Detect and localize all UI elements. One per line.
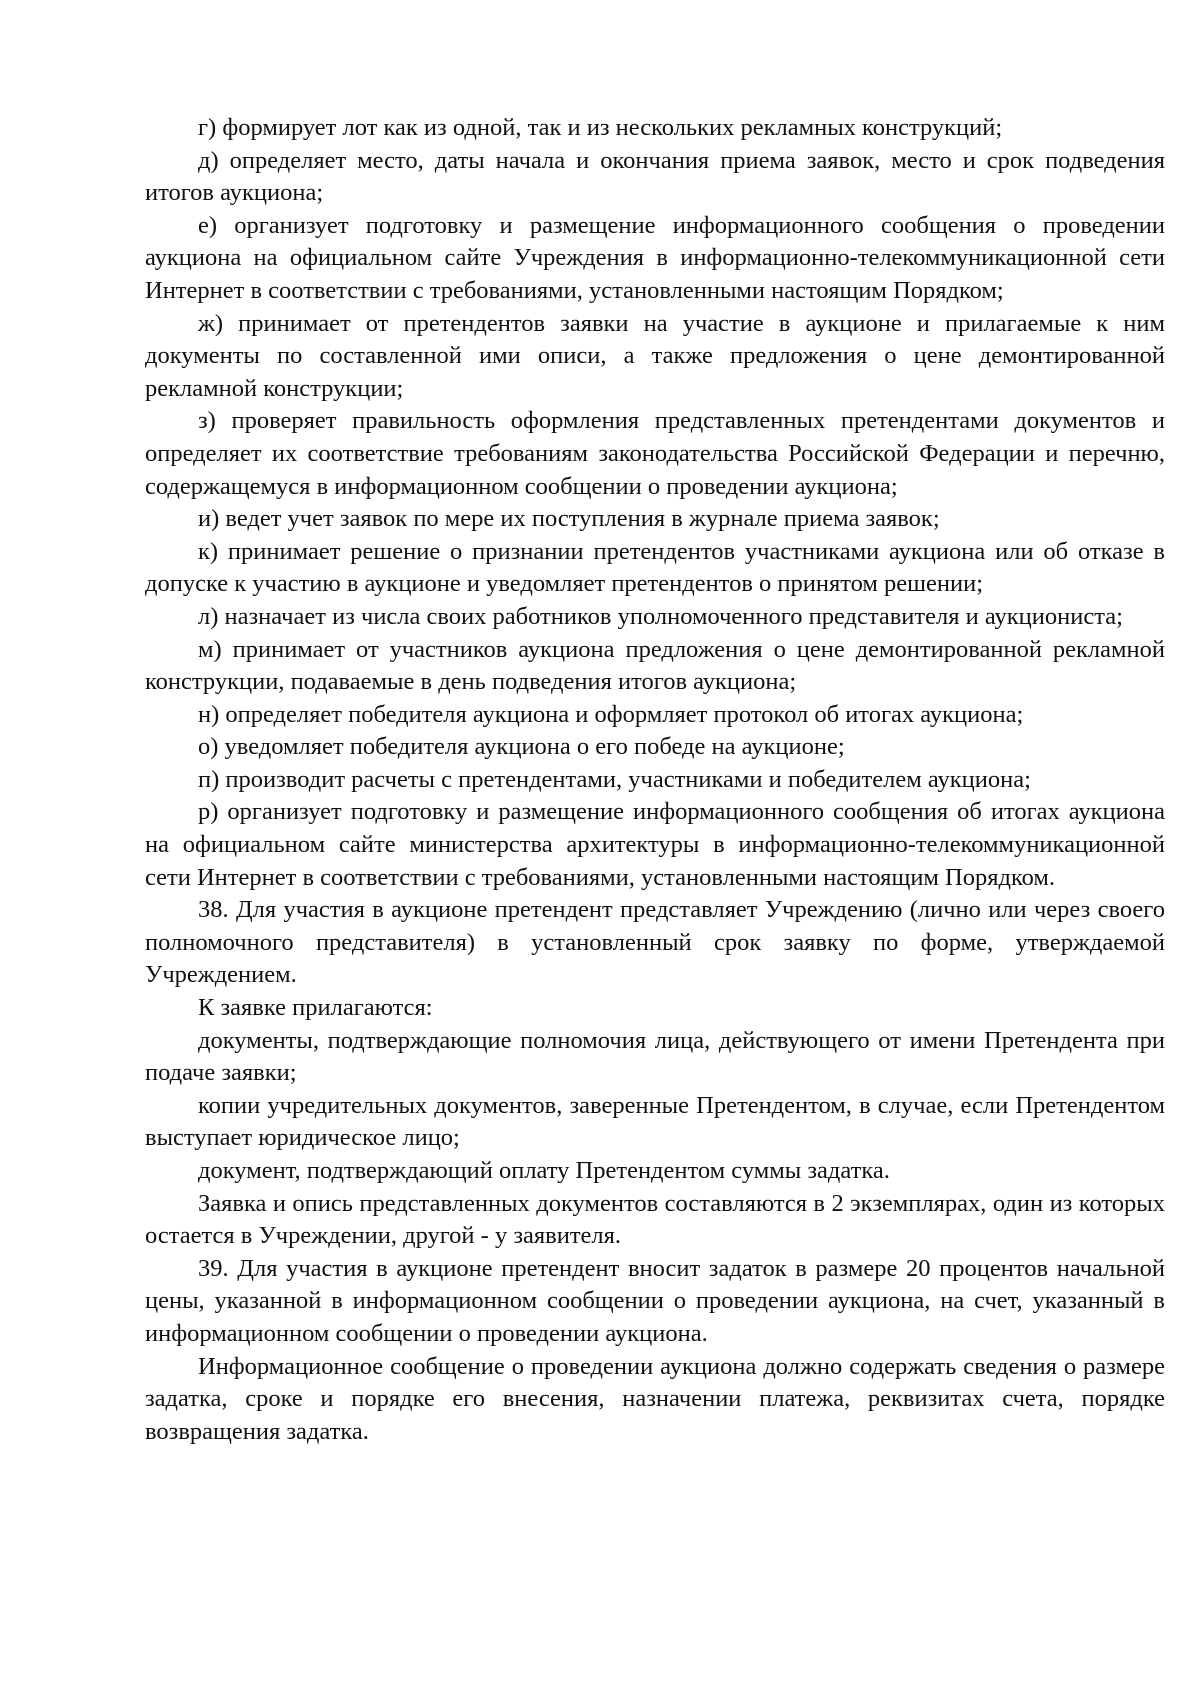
paragraph-clause-38: 38. Для участия в аукционе претендент представляет Учреждению (лично или через своего полномочного представителя) в установленный срок заявку по форме, утверждаемой Учреждением.	[145, 896, 1165, 989]
paragraph-item-l: л) назначает из числа своих работников уполномоченного представителя и аукциониста;	[198, 602, 1123, 630]
paragraph-application-copies: Заявка и опись представленных документов составляются в 2 экземплярах, один из которых остается в Учреждении, другой - у заявителя.	[145, 1189, 1165, 1250]
paragraph-item-i: и) ведет учет заявок по мере их поступления в журнале приема заявок;	[198, 505, 940, 533]
paragraph-clause-39: 39. Для участия в аукционе претендент вносит задаток в размере 20 процентов начальной цены, указанной в информационном сообщении о проведении аукциона, на счет, указанный в информационном сообщении о проведении аукциона.	[145, 1254, 1165, 1347]
paragraph-attachment-charter-copies: копии учредительных документов, заверенные Претендентом, в случае, если Претендентом выступает юридическое лицо;	[145, 1091, 1165, 1152]
paragraph-attachment-authority-docs: документы, подтверждающие полномочия лица, действующего от имени Претендента при подаче заявки;	[145, 1026, 1165, 1087]
paragraph-item-o: о) уведомляет победителя аукциона о его победе на аукционе;	[198, 733, 845, 761]
paragraph-item-d: д) определяет место, даты начала и окончания приема заявок, место и срок подведения итогов аукциона;	[145, 146, 1165, 207]
paragraph-item-z: з) проверяет правильность оформления представленных претендентами документов и определяет их соответствие требованиям законодательства Российской Федерации и перечню, содержащемуся в информационном сообщении о проведении аукциона;	[145, 407, 1165, 500]
paragraph-attachments-heading: К заявке прилагаются:	[198, 994, 433, 1022]
paragraph-item-e: е) организует подготовку и размещение информационного сообщения о проведении аукциона на официальном сайте Учреждения в информационно-телекоммуникационной сети Интернет в соответствии с требованиями, установленными настоящим Порядком;	[145, 211, 1165, 304]
paragraph-item-m: м) принимает от участников аукциона предложения о цене демонтированной рекламной конструкции, подаваемые в день подведения итогов аукциона;	[145, 635, 1165, 696]
paragraph-item-n: н) определяет победителя аукциона и оформляет протокол об итогах аукциона;	[198, 700, 1024, 728]
paragraph-attachment-deposit-proof: документ, подтверждающий оплату Претендентом суммы задатка.	[198, 1157, 890, 1184]
paragraph-info-message: Информационное сообщение о проведении аукциона должно содержать сведения о размере задатка, сроке и порядке его внесения, назначении платежа, реквизитах счета, порядке возвращения задатка.	[145, 1352, 1165, 1445]
paragraph-item-r: р) организует подготовку и размещение информационного сообщения об итогах аукциона на официальном сайте министерства архитектуры в информационно-телекоммуникационной сети Интернет в соответствии с требованиями, установленными настоящим Порядком.	[145, 798, 1165, 891]
paragraph-item-g: г) формирует лот как из одной, так и из нескольких рекламных конструкций;	[198, 114, 1003, 141]
paragraph-item-p: п) производит расчеты с претендентами, участниками и победителем аукциона;	[198, 765, 1031, 793]
paragraph-item-zh: ж) принимает от претендентов заявки на участие в аукционе и прилагаемые к ним документы по составленной ими описи, а также предложения о цене демонтированной рекламной конструкции;	[145, 309, 1165, 402]
document-page	[145, 112, 1165, 1448]
paragraph-item-k: к) принимает решение о признании претендентов участниками аукциона или об отказе в допуске к участию в аукционе и уведомляет претендентов о принятом решении;	[145, 537, 1165, 598]
